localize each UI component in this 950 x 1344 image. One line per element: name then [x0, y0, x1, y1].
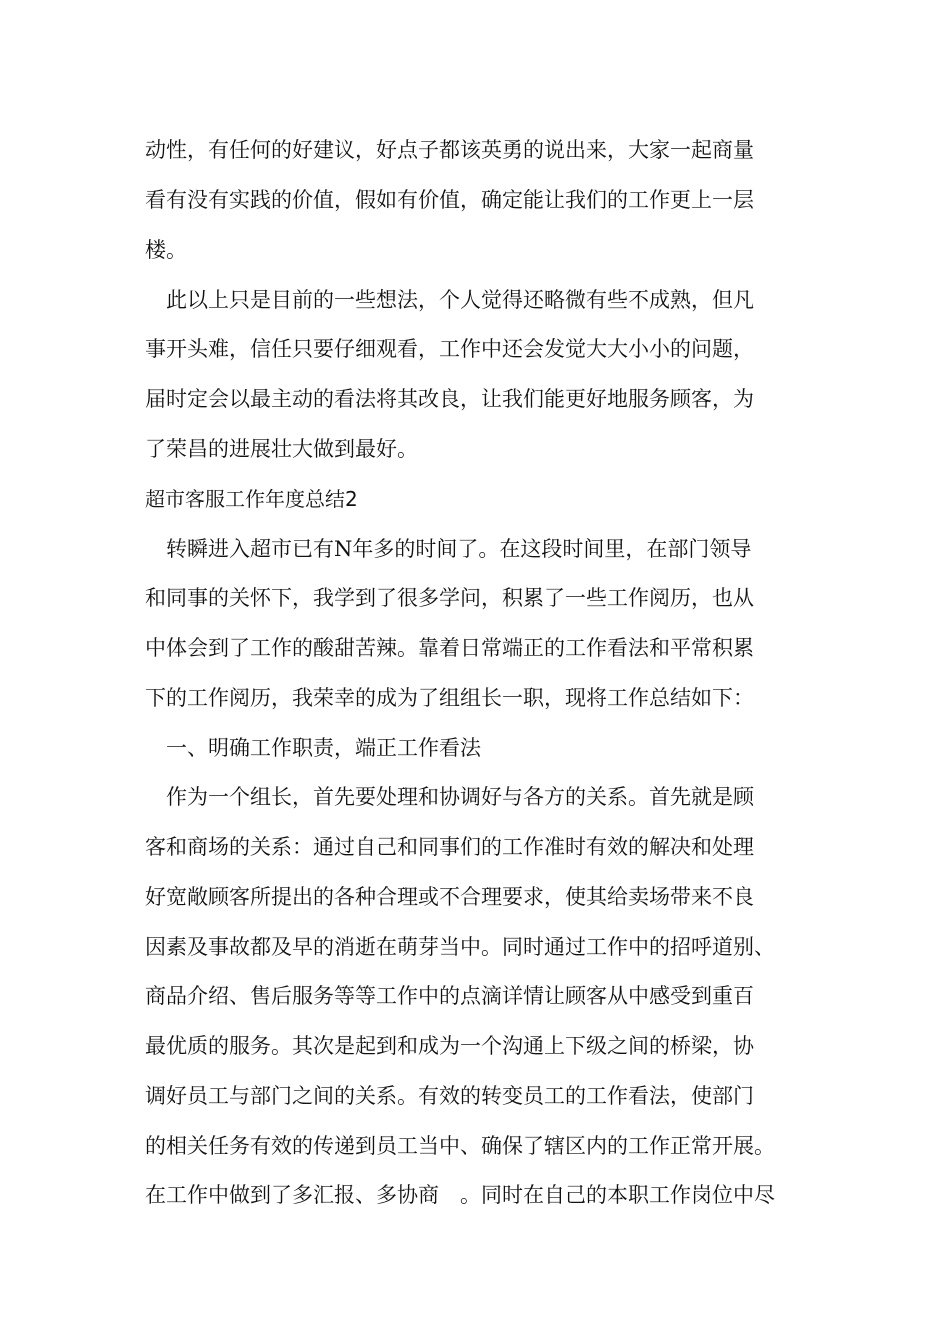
text-line: 作为一个组长，首先要处理和协调好与各方的关系。首先就是顾 — [145, 785, 754, 809]
text-line: 因素及事故都及早的消逝在萌芽当中。同时通过工作中的招呼道别、 — [145, 935, 775, 959]
section-heading: 超市客服工作年度总结2 — [145, 487, 358, 511]
text-line: 了荣昌的进展壮大做到最好。 — [145, 437, 418, 461]
subsection-heading: 一、明确工作职责，端正工作看法 — [145, 736, 481, 760]
text-line: 动性，有任何的好建议，好点子都该英勇的说出来，大家一起商量 — [145, 138, 754, 162]
text-line: 商品介绍、售后服务等等工作中的点滴详情让顾客从中感受到重百 — [145, 984, 754, 1008]
text-line: 下的工作阅历，我荣幸的成为了组组长一职，现将工作总结如下： — [145, 686, 754, 710]
text-line: 事开头难，信任只要仔细观看，工作中还会发觉大大小小的问题， — [145, 337, 754, 361]
text-line: 此以上只是目前的一些想法，个人觉得还略微有些不成熟，但凡 — [145, 288, 754, 312]
text-line: 调好员工与部门之间的关系。有效的转变员工的工作看法，使部门 — [145, 1084, 754, 1108]
text-line: 转瞬进入超市已有N年多的时间了。在这段时间里，在部门领导 — [145, 537, 752, 561]
text-line: 中体会到了工作的酸甜苦辣。靠着日常端正的工作看法和平常积累 — [145, 636, 754, 660]
text-line: 和同事的关怀下，我学到了很多学问，积累了一些工作阅历，也从 — [145, 586, 754, 610]
text-line: 好宽敞顾客所提出的各种合理或不合理要求，使其给卖场带来不良 — [145, 885, 754, 909]
text-line: 的相关任务有效的传递到员工当中、确保了辖区内的工作正常开展。 — [145, 1134, 775, 1158]
text-line: 客和商场的关系：通过自己和同事们的工作准时有效的解决和处理 — [145, 835, 754, 859]
text-line: 届时定会以最主动的看法将其改良，让我们能更好地服务顾客，为 — [145, 387, 754, 411]
text-line: 楼。 — [145, 238, 187, 262]
text-line: 最优质的服务。其次是起到和成为一个沟通上下级之间的桥梁，协 — [145, 1034, 754, 1058]
text-line: 在工作中做到了多汇报、多协商 。同时在自己的本职工作岗位中尽 — [145, 1183, 775, 1207]
text-line: 看有没有实践的价值，假如有价值，确定能让我们的工作更上一层 — [145, 188, 754, 212]
